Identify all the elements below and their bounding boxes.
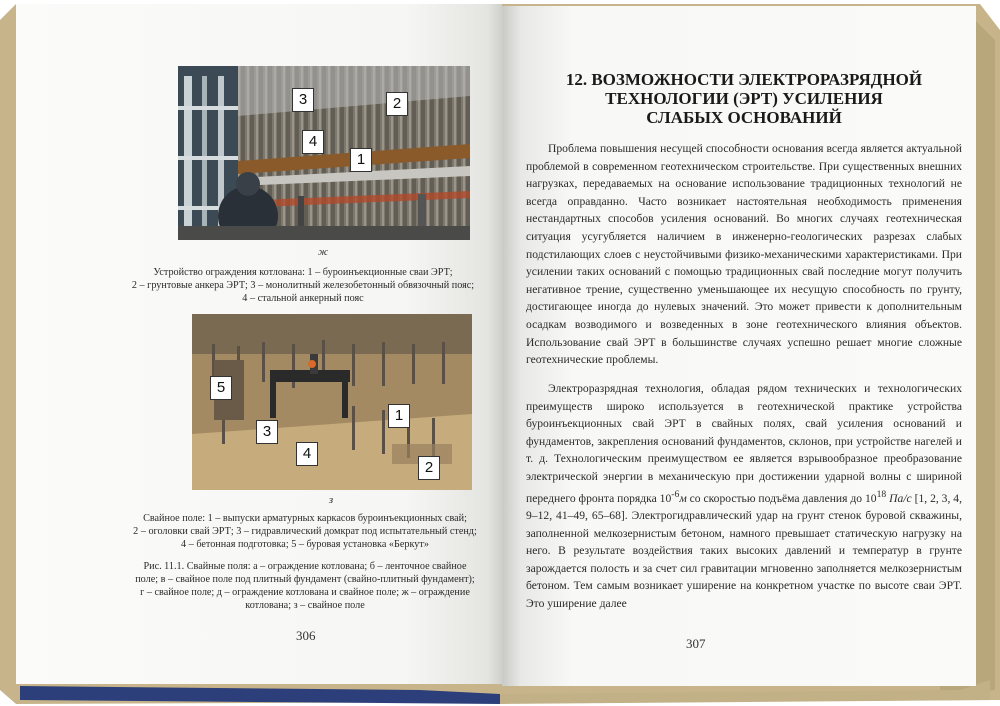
label-4: 4 bbox=[302, 130, 324, 154]
caption-excavation bbox=[118, 266, 488, 305]
paragraph-2-exp2-base: 10 bbox=[864, 491, 877, 505]
paragraph-2-part-c: [1, 2, 3, 4, 9–12, 41–49, 65–68]. Электрогидравлический удар на грунт стенок буровой скважины, заполненной мелкозернистым бетоном, намного превышает статическую нагрузку на него. В результате воздействия таких высоких давлений и температур в грунте зарождается полость и за счет сил гравитации мгновенно заполняется мелкозернистым бетоном. Тем самым возникает уширение на конкретном участке по высоте сваи ЭРТ. Это уширение далее bbox=[526, 491, 962, 610]
figure-caption-line-2: поле; в – свайное поле под плитный фундамент (свайно-плитный фундамент); bbox=[135, 574, 475, 585]
caption-excavation-line-3: 4 – стальной анкерный пояс bbox=[242, 293, 364, 304]
photo-excavation-wall bbox=[178, 66, 470, 240]
photo-excavation-wall-image bbox=[178, 66, 470, 240]
paragraph-2-part-b: со скоростью подъёма давления до bbox=[686, 491, 865, 505]
chapter-title-line-3: СЛАБЫХ ОСНОВАНИЙ bbox=[646, 108, 842, 127]
paragraph-2 bbox=[526, 380, 962, 613]
caption-pile-field-line-2: 2 – оголовки свай ЭРТ; 3 – гидравлический домкрат под испытательный стенд; bbox=[133, 526, 477, 537]
caption-pile-field-line-1: Свайное поле: 1 – выпуски арматурных каркасов буроинъекционных свай; bbox=[143, 513, 467, 524]
paragraph-2-unit1: м bbox=[679, 491, 687, 505]
paragraph-2-unit2: Па/с bbox=[889, 491, 912, 505]
figure-caption-line-1: Рис. 11.1. Свайные поля: а – ограждение котлована; б – ленточное свайное bbox=[143, 561, 467, 572]
paragraph-2-part-a: Электроразрядная технология, обладая рядом технических и технологических преимуществ широко используется в геотехнической практике устройства буроинъекционных свай ЭРТ в свайных полях, свай усиления оснований и фундаментов, закрепления оснований фундаментов, склонов, при устройстве нагелей и т. д. Технологическим преимуществом ее является взрывообразное преобразование электрической энергии в механическую при достижении ударной волны с шириной переднего фронта порядка bbox=[526, 382, 962, 505]
caption-pile-field-line-3: 4 – бетонная подготовка; 5 – буровая установка «Беркут» bbox=[181, 539, 429, 550]
figure-letter-z: з bbox=[328, 494, 334, 506]
caption-excavation-line-1: Устройство ограждения котлована: 1 – буроинъекционные сваи ЭРТ; bbox=[153, 267, 453, 278]
page-number-left: 306 bbox=[296, 628, 316, 643]
figure-caption-line-3: г – свайное поле; д – ограждение котлована и свайное поле; ж – ограждение bbox=[140, 587, 470, 598]
page-number-right: 307 bbox=[686, 636, 706, 651]
label-4: 4 bbox=[296, 442, 318, 466]
label-3: 3 bbox=[256, 420, 278, 444]
figure-caption-line-4: котлована; з – свайное поле bbox=[245, 600, 365, 611]
chapter-title-line-2: ТЕХНОЛОГИИ (ЭРТ) УСИЛЕНИЯ bbox=[605, 89, 883, 108]
label-1: 1 bbox=[388, 404, 410, 428]
paragraph-2-exp2-sup: 18 bbox=[876, 488, 887, 500]
figure-letter-zh: ж bbox=[317, 246, 329, 258]
figure-caption bbox=[120, 560, 490, 612]
paragraph-1: Проблема повышения несущей способности основания всегда является актуальной проблемой в современном геотехническом строительстве. При существенных внешних нагрузках, передаваемых на основание использование традиционных технологий не всегда оправданно. Часто возникает настоятельная необходимость применения нестандартных способов усиления оснований. Во многих случаях геотехническая ситуация усугубляется наличием в инженерно-геологических разрезах слабых подстилающих слоев с неустойчивыми физико-механическими характеристиками. При усилении таких оснований с помощью традиционных свай последние могут получить негативное трение, существенно уменьшающее их несущую способность по грунту, достигающее иногда до нулевых значений. Это может привести к дополнительным осадкам возводимого и возведенных в зоне геотехнического влияния объектов. Использование свай ЭРТ в большинстве случаях успешно решает многие сложные геотехнические проблемы. bbox=[526, 142, 962, 367]
label-2: 2 bbox=[386, 92, 408, 116]
paragraph-2-exp1-sup: -6 bbox=[671, 488, 680, 500]
caption-pile-field bbox=[120, 512, 490, 551]
paragraph-2-exp1-base: 10 bbox=[659, 491, 672, 505]
label-1: 1 bbox=[350, 148, 372, 172]
left-page bbox=[16, 4, 502, 684]
photo-pile-field bbox=[192, 314, 472, 490]
right-page bbox=[502, 6, 976, 686]
caption-excavation-line-2: 2 – грунтовые анкера ЭРТ; 3 – монолитный железобетонный обвязочный пояс; bbox=[131, 280, 475, 291]
chapter-title bbox=[544, 70, 944, 127]
label-5: 5 bbox=[210, 376, 232, 400]
label-2: 2 bbox=[418, 456, 440, 480]
chapter-title-line-1: 12. ВОЗМОЖНОСТИ ЭЛЕКТРОРАЗРЯДНОЙ bbox=[565, 70, 923, 89]
label-3: 3 bbox=[292, 88, 314, 112]
